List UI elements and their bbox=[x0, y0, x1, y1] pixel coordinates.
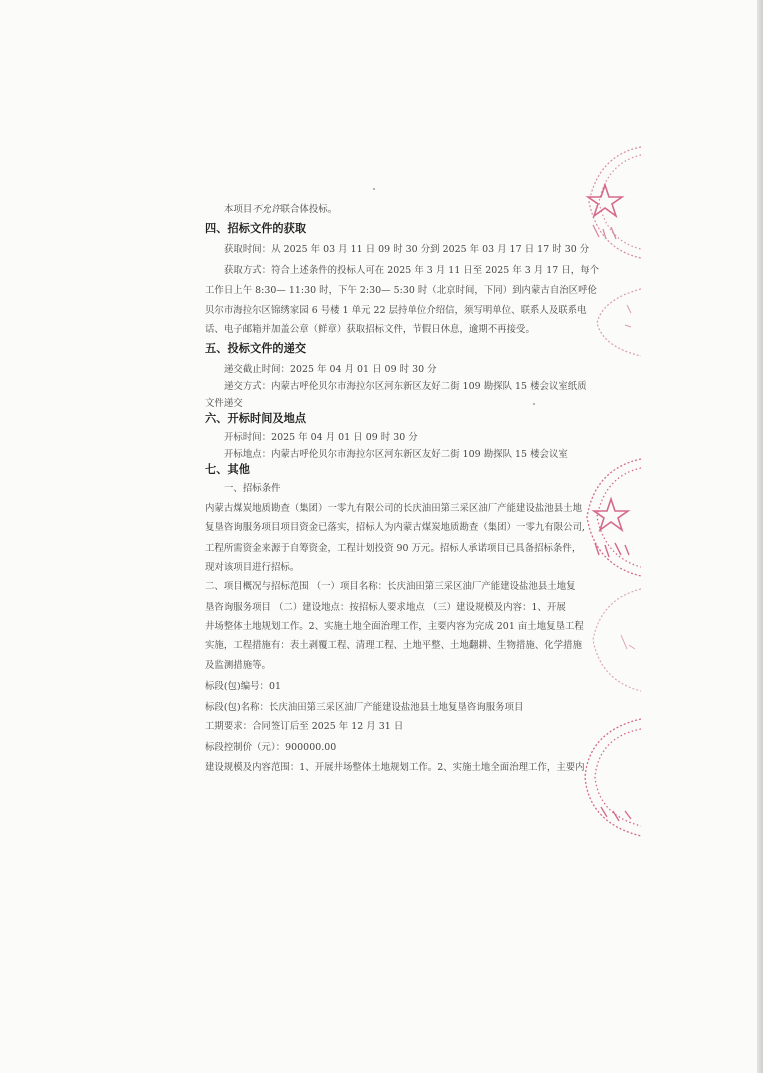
sec7-subheading-1: 一、招标条件 bbox=[224, 483, 281, 494]
section-7-heading: 七、其他 bbox=[205, 463, 250, 476]
sec5-method-2: 文件递交 bbox=[205, 398, 243, 409]
section-4-heading: 四、招标文件的获取 bbox=[205, 222, 307, 235]
sec4-method-1: 获取方式：符合上述条件的投标人可在 2025 年 3 月 11 日至 2025 年 3 月 17 日，每个 bbox=[224, 265, 600, 276]
sec6-time: 开标时间：2025 年 04 月 01 日 09 时 30 分 bbox=[224, 432, 418, 443]
section-5-heading: 五、投标文件的递交 bbox=[205, 342, 307, 355]
official-seal-fragment-bottom bbox=[581, 715, 641, 840]
sec5-method-1: 递交方式：内蒙古呼伦贝尔市海拉尔区河东新区友好二街 109 勘探队 15 楼会议室纸质 bbox=[224, 381, 587, 392]
scan-speck bbox=[533, 403, 535, 405]
sec7-para1-line3: 工程所需资金来源于自筹资金，工程计划投资 90 万元。招标人承诺项目已具备招标条件， bbox=[205, 543, 582, 554]
scan-speck bbox=[373, 188, 375, 190]
sec7-para2-line4: 实施，工程措施有：表土剥覆工程、清理工程、土地平整、土地翻耕、生物措施、化学措施 bbox=[205, 640, 583, 651]
sec4-method-4: 话、电子邮箱并加盖公章（鲜章）获取招标文件，节假日休息，逾期不再接受。 bbox=[205, 324, 535, 335]
sec6-place: 开标地点：内蒙古呼伦贝尔市海拉尔区河东新区友好二街 109 勘探队 15 楼会议室 bbox=[224, 449, 568, 460]
page-edge-shadow bbox=[757, 0, 763, 1073]
sec4-time: 获取时间：从 2025 年 03 月 11 日 09 时 30 分到 2025 年 03 月 17 日 17 时 30 分 bbox=[224, 244, 590, 255]
sec7-para2-line2: 垦咨询服务项目 （二）建设地点：按招标人要求地点 （三）建设规模及内容：1、开展 bbox=[205, 602, 566, 613]
lot-name: 标段(包)名称：长庆油田第三采区油厂产能建设盐池县土地复垦咨询服务项目 bbox=[205, 702, 524, 713]
lot-number: 标段(包)编号：01 bbox=[205, 681, 281, 692]
section-6-heading: 六、开标时间及地点 bbox=[205, 412, 307, 425]
sec7-para1-line4: 现对该项目进行招标。 bbox=[205, 562, 300, 573]
sec5-deadline: 递交截止时间：2025 年 04 月 01 日 09 时 30 分 bbox=[224, 364, 437, 375]
control-price: 标段控制价（元）：900000.00 bbox=[205, 742, 337, 753]
sec7-para1-line1: 内蒙古煤炭地质勘查（集团）一零九有限公司的长庆油田第三采区油厂产能建设盐池县土地 bbox=[205, 503, 583, 514]
sec7-para2-line5: 及监测措施等。 bbox=[205, 660, 271, 671]
sec4-method-3: 贝尔市海拉尔区锦绣家园 6 号楼 1 单元 22 层持单位介绍信，须写明单位、联系人及联系电 bbox=[205, 305, 587, 316]
sec7-para1-line2: 复垦咨询服务项目项目资金已落实，招标人为内蒙古煤炭地质勘查（集团）一零九有限公司, bbox=[205, 522, 586, 533]
sec4-method-2: 工作日上午 8:30— 11:30 时，下午 2:30— 5:30 时（北京时间，下同）到内蒙古自治区呼伦 bbox=[205, 285, 597, 296]
sec7-para2-line3: 井场整体土地规划工作。2、实施土地全面治理工作，主要内容为完成 201 亩土地复垦工程 bbox=[205, 621, 584, 632]
official-seal-fragment-3 bbox=[581, 455, 641, 580]
sec7-para2-line1: 二、项目概况与招标范围 （一）项目名称：长庆油田第三采区油厂产能建设盐池县土地复 bbox=[205, 581, 576, 592]
intro-line: 本项目不允许联合体投标。 bbox=[224, 204, 338, 215]
duration-requirement: 工期要求：合同签订后至 2025 年 12 月 31 日 bbox=[205, 721, 404, 732]
official-seal-fragment-4 bbox=[581, 585, 641, 695]
scope-line: 建设规模及内容范围：1、开展井场整体土地规划工作。2、实施土地全面治理工作，主要内 bbox=[205, 762, 585, 773]
official-seal-fragment-2 bbox=[581, 285, 641, 360]
official-seal-fragment-top bbox=[581, 145, 641, 260]
